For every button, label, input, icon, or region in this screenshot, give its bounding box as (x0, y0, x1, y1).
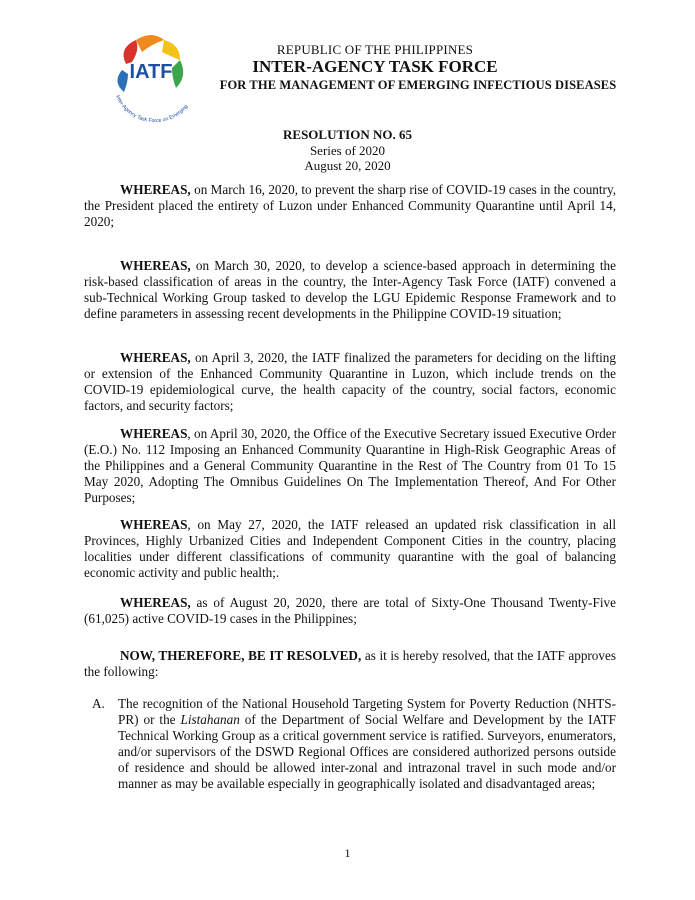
whereas-text: , on May 27, 2020, the IATF released an updated risk classification in all Provinces, Highly Urbanized Cities and Independent Component Cities in the country, placing localities under different classifications of community quarantine with the goal of balancing economic activity and public health;. (84, 517, 616, 580)
whereas-text: on March 16, 2020, to prevent the sharp rise of COVID-19 cases in the country, the President placed the entirety of Luzon under Enhanced Community Quarantine until April 14, 2020; (84, 182, 616, 229)
whereas-text: , on April 30, 2020, the Office of the Executive Secretary issued Executive Order (E.O.) No. 112 Imposing an Enhanced Community Quarantine in High-Risk Geographic Areas of the Philippines and a General Community Quarantine in the Rest of The Country from 01 To 15 May 2020, Adopting The Omnibus Guidelines On The Implementation Thereof, And For Other Purposes; (84, 426, 616, 505)
item-text-before: The recognition of the National Household Targeting System for Poverty Reduction (NHTS-PR) or the (118, 696, 616, 727)
agency-purpose: FOR THE MANAGEMENT OF EMERGING INFECTIOUS DISEASES (219, 78, 617, 92)
resolved-text: as it is hereby resolved, that the IATF approves the following: (84, 648, 616, 679)
whereas-keyword: WHEREAS, (120, 350, 191, 365)
whereas-clause-1 (84, 182, 616, 230)
item-letter: A. (92, 696, 105, 711)
whereas-clause-2 (84, 258, 616, 322)
agency-title: INTER-AGENCY TASK FORCE (252, 57, 498, 76)
resolution-date: August 20, 2020 (304, 158, 391, 173)
whereas-keyword: WHEREAS (120, 517, 188, 532)
resolved-clause (84, 648, 616, 680)
page-number: 1 (344, 846, 351, 860)
whereas-text: on March 30, 2020, to develop a science-based approach in determining the risk-based classification of areas in the country, the Inter-Agency Task Force (IATF) convened a sub-Technical Working Group tasked to develop the LGU Epidemic Response Framework and to define parameters in assessing recent developments in the Philippine COVID-19 situation; (84, 258, 616, 321)
whereas-clause-4 (84, 426, 616, 506)
item-text-italic: Listahanan (180, 711, 240, 727)
item-text-after: of the Department of Social Welfare and Development by the IATF Technical Working Group as a critical government service is ratified. Surveyors, enumerators, and/or supervisors of the DSWD Regional Offices are considered authorized persons outside of residence and should be allowed inter-zonal and intrazonal travel in such mode and/or manner as may be available especially in geographically isolated and disadvantaged areas; (118, 711, 616, 791)
logo-ring-text: Inter-Agency Task Force on Emerging (114, 94, 190, 125)
whereas-keyword: WHEREAS (120, 426, 188, 441)
whereas-keyword: WHEREAS, (120, 182, 191, 197)
whereas-clause-3 (84, 350, 616, 414)
whereas-text: on April 3, 2020, the IATF finalized the parameters for deciding on the lifting or extension of the Enhanced Community Quarantine in Luzon, which include trends on the COVID-19 epidemiological curve, the health capacity of the country, social factors, economic factors, and security factors; (84, 350, 616, 413)
resolved-keyword: NOW, THEREFORE, BE IT RESOLVED, (120, 648, 362, 663)
resolution-item-a (92, 696, 616, 791)
whereas-keyword: WHEREAS, (120, 258, 191, 273)
resolution-series: Series of 2020 (309, 142, 386, 158)
logo-text: IATF (129, 61, 173, 83)
whereas-keyword: WHEREAS, (120, 595, 191, 610)
whereas-clause-5 (84, 517, 616, 581)
resolution-number: RESOLUTION NO. 65 (283, 127, 412, 142)
whereas-text: as of August 20, 2020, there are total of Sixty-One Thousand Twenty-Five (61,025) active COVID-19 cases in the Philippines; (84, 595, 616, 626)
resolution-title-block (0, 127, 695, 174)
republic-line: REPUBLIC OF THE PHILIPPINES (276, 42, 474, 57)
iatf-logo (96, 26, 204, 134)
whereas-clause-6 (84, 595, 616, 627)
